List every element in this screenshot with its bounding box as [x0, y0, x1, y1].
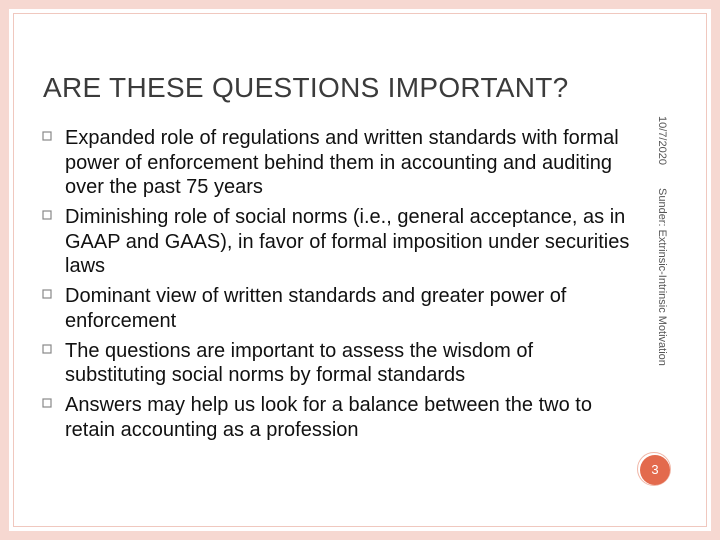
bullet-text: Expanded role of regulations and written standards with formal power of enforcement behind them in accounting and auditing over the past 75 years [65, 127, 619, 198]
open-square-bullet-icon [42, 131, 52, 141]
bullet-text: Dominant view of written standards and greater power of enforcement [65, 285, 567, 332]
bullet-item [42, 284, 632, 333]
open-square-bullet-icon [42, 289, 52, 299]
open-square-bullet-icon [42, 344, 52, 354]
page-number-badge: 3 [640, 455, 670, 485]
bullet-text: Diminishing role of social norms (i.e., general acceptance, as in GAAP and GAAS), in favor of formal imposition under securities laws [65, 206, 630, 277]
open-square-bullet-icon [42, 210, 52, 220]
bullet-item [42, 339, 632, 388]
bullet-text: The questions are important to assess the wisdom of substituting social norms by formal standards [65, 339, 534, 386]
bullet-list [42, 126, 632, 448]
bullet-item [42, 393, 632, 442]
bullet-item [42, 126, 632, 200]
bullet-item [42, 205, 632, 279]
open-square-bullet-icon [42, 398, 52, 408]
slide-title: ARE THESE QUESTIONS IMPORTANT? [43, 72, 569, 103]
bullet-text: Answers may help us look for a balance between the two to retain accounting as a profession [65, 394, 592, 441]
side-author: Sunder: Extrinsic-Intrinsic Motivation [656, 188, 668, 366]
side-date: 10/7/2020 [656, 116, 668, 165]
